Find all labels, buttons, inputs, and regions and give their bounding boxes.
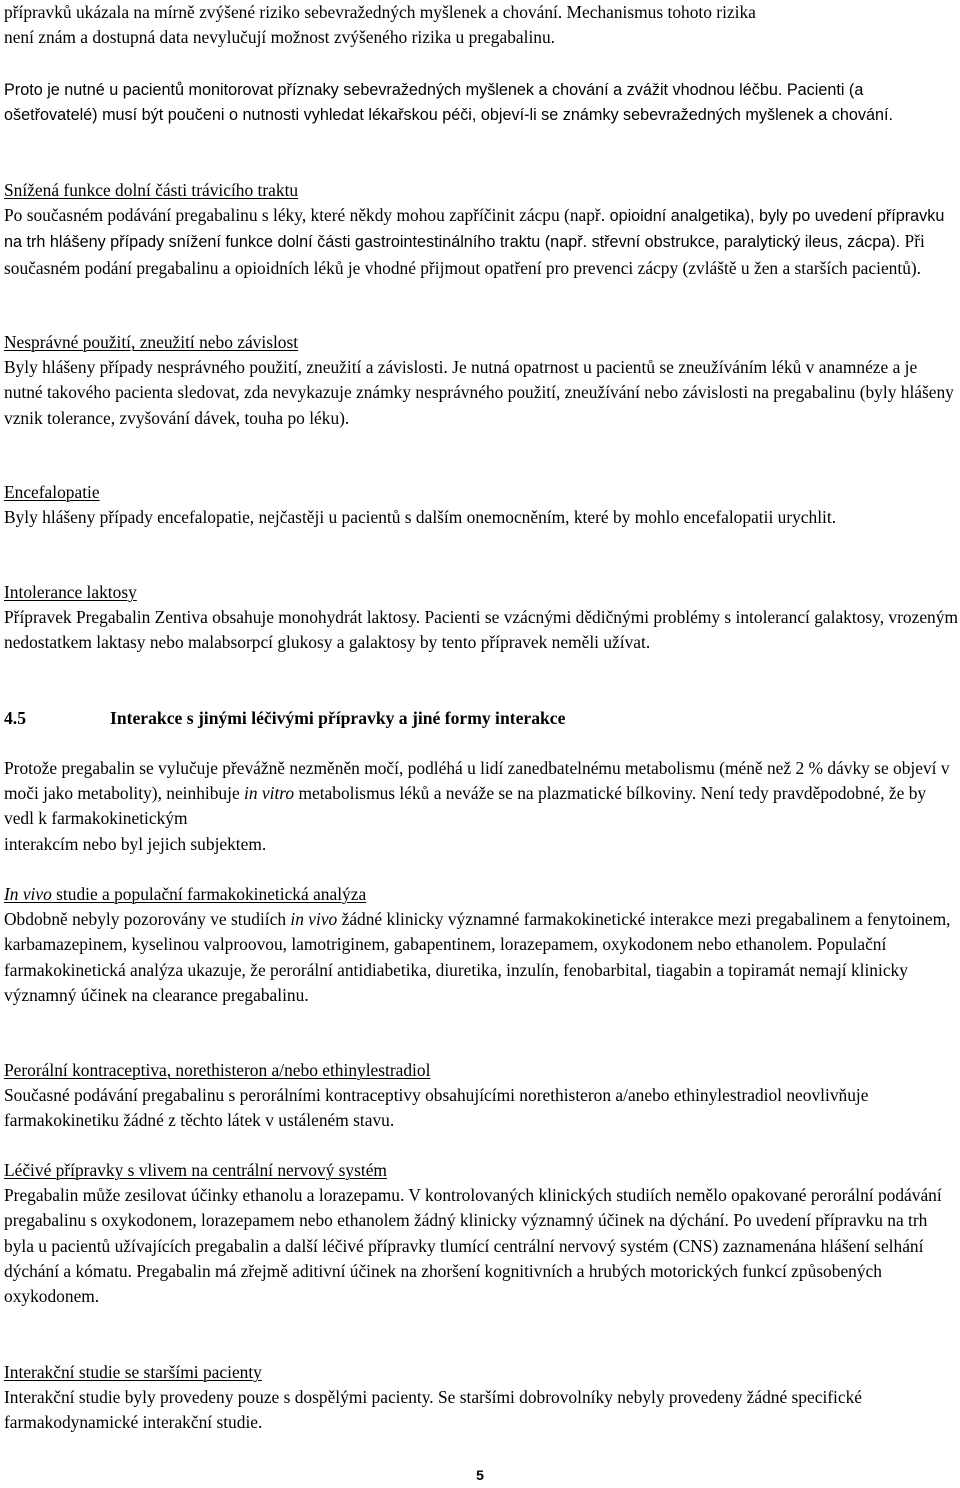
invivo-text-a: Obdobně nebyly pozorovány ve studiích [4, 909, 291, 930]
section-misuse [4, 330, 958, 431]
section-contraceptives [4, 1058, 958, 1134]
intro-text-2: není znám a dostupná data nevylučují možnost zvýšeného rizika u pregabalinu. [4, 27, 556, 48]
lactose-text: Přípravek Pregabalin Zentiva obsahuje monohydrát laktosy. Pacienti se vzácnými dědičnými problémy s intolerancí galaktosy, vrozeným nedostatkem laktasy nebo malabsorpcí glukosy a galaktosy by tento přípravek neměli užívat. [4, 607, 958, 653]
invivo-heading-italic: In vivo [4, 884, 52, 904]
section-number: 4.5 [4, 708, 26, 728]
intro-paragraph-2: Proto je nutné u pacientů monitorovat příznaky sebevražedných myšlenek a chování a zvážit vhodnou léčbu. Pacienti (a ošetřovatelé) musí být poučeni o nutnosti vyhledat lékařskou péči, objeví-li se známky sebevražedných myšlenek a chování. [4, 81, 893, 125]
section-heading-elderly: Interakční studie se staršími pacienty [4, 1362, 262, 1382]
section-heading-lactose: Intolerance laktosy [4, 582, 137, 602]
section-lactose [4, 580, 958, 656]
elderly-text: Interakční studie byly provedeny pouze s dospělými pacienty. Se staršími dobrovolníky nebyly provedeny žádné specifické farmakodynamické interakční studie. [4, 1387, 863, 1433]
section-invivo [4, 882, 958, 1008]
section-cns [4, 1158, 958, 1309]
invivo-heading-rest: studie a populační farmakokinetická analýza [51, 884, 367, 904]
section-heading-encephalopathy: Encefalopatie [4, 482, 100, 502]
interaction-text-a: Protože pregabalin se vylučuje převážně nezměněn močí, podléhá u lidí zanedbatelnému metabolismu (méně než 2 % dávky se objeví v moči jako metabolity), neinhibuje [4, 758, 950, 804]
intro-text-1b: Mechanismus tohoto rizika [562, 2, 756, 22]
section-heading-misuse: Nesprávné použití, zneužití nebo závislost [4, 332, 299, 352]
section-4-5-paragraph [4, 756, 958, 857]
cns-text: Pregabalin může zesilovat účinky ethanolu a lorazepamu. V kontrolovaných klinických studiích nemělo opakované perorální podávání pregabalinu s oxykodonem, lorazepamem nebo ethanolem žádný klinicky významný účinek na dýchání. Po uvedení přípravku na trh byla u pacientů užívajících pregabalin a další léčivé přípravky tlumící centrální nervový systém (CNS) zaznamenána hlášení selhání dýchání a kómatu. Pregabalin má zřejmě aditivní účinek na zhoršení kognitivních a hrubých motorických funkcí způsobených oxykodonem. [4, 1185, 942, 1307]
invivo-text-italic: in vivo [290, 909, 338, 930]
git-text-3: Při současném podání pregabalinu a opioidních léků je vhodné přijmout opatření pro prevenci zácpy (zvláště u žen a starších pacientů). [4, 231, 925, 278]
contraceptives-text: Současné podávání pregabalinu s perorálními kontraceptivy obsahujícími norethisteron a/anebo ethinylestradiol neovlivňuje farmakokinetiku žádné z těchto látek v ustáleném stavu. [4, 1085, 869, 1131]
section-title: Interakce s jinými léčivými přípravky a jiné formy interakce [110, 708, 566, 728]
section-heading-git: Snížená funkce dolní části trávicího traktu [4, 180, 299, 200]
git-text-2: opioidní analgetika), byly po uvedení přípravku na trh hlášeny případy snížení funkce dolní části gastrointestinálního traktu (např. střevní obstrukce, paralytický ileus, zácpa). [4, 207, 945, 252]
section-encephalopathy [4, 480, 958, 530]
invivo-text-b: žádné klinicky významné farmakokinetické interakce mezi pregabalinem a fenytoinem, karbamazepinem, kyselinou valproovou, lamotriginem, gabapentinem, lorazepamem, oxykodonem nebo ethanolem. Populační farmakokinetická analýza ukazuje, že perorální antidiabetika, diuretika, inzulín, fenobarbital, tiagabin a topiramát nemají klinicky významný účinek na clearance pregabalinu. [4, 909, 951, 1005]
section-git [4, 178, 958, 281]
section-4-5-heading [4, 706, 958, 731]
section-heading-contraceptives: Perorální kontraceptiva, norethisteron a/nebo ethinylestradiol [4, 1060, 431, 1080]
git-text-1: Po současném podávání pregabalinu s léky, které někdy mohou zapříčinit zácpu (např. [4, 205, 606, 226]
page-number: 5 [476, 1467, 484, 1483]
interaction-text-italic: in vitro [244, 783, 295, 804]
intro-paragraph-1 [4, 0, 958, 50]
section-heading-cns: Léčivé přípravky s vlivem na centrální nervový systém [4, 1160, 387, 1180]
encephalopathy-text: Byly hlášeny případy encefalopatie, nejčastěji u pacientů s dalším onemocněním, které by mohlo encefalopatii urychlit. [4, 507, 837, 528]
intro-text-1a: přípravků ukázala na mírně zvýšené riziko sebevražedných myšlenek a chování. [4, 2, 563, 22]
interaction-text-c: interakcím nebo byl jejich subjektem. [4, 833, 267, 854]
section-elderly [4, 1360, 958, 1436]
interaction-text-b: metabolismus léků a neváže se na plazmatické bílkoviny. Není tedy pravděpodobné, že by vedl k farmakokinetickým [4, 783, 927, 829]
misuse-text: Byly hlášeny případy nesprávného použití, zneužití a závislosti. Je nutná opatrnost u pacientů se zneužíváním léků v anamnéze a je nutné takového pacienta sledovat, zda nevykazuje známky nesprávného použití, zneužívání nebo závislosti na pregabalinu (byly hlášeny vznik tolerance, zvyšování dávek, touha po léku). [4, 357, 954, 428]
